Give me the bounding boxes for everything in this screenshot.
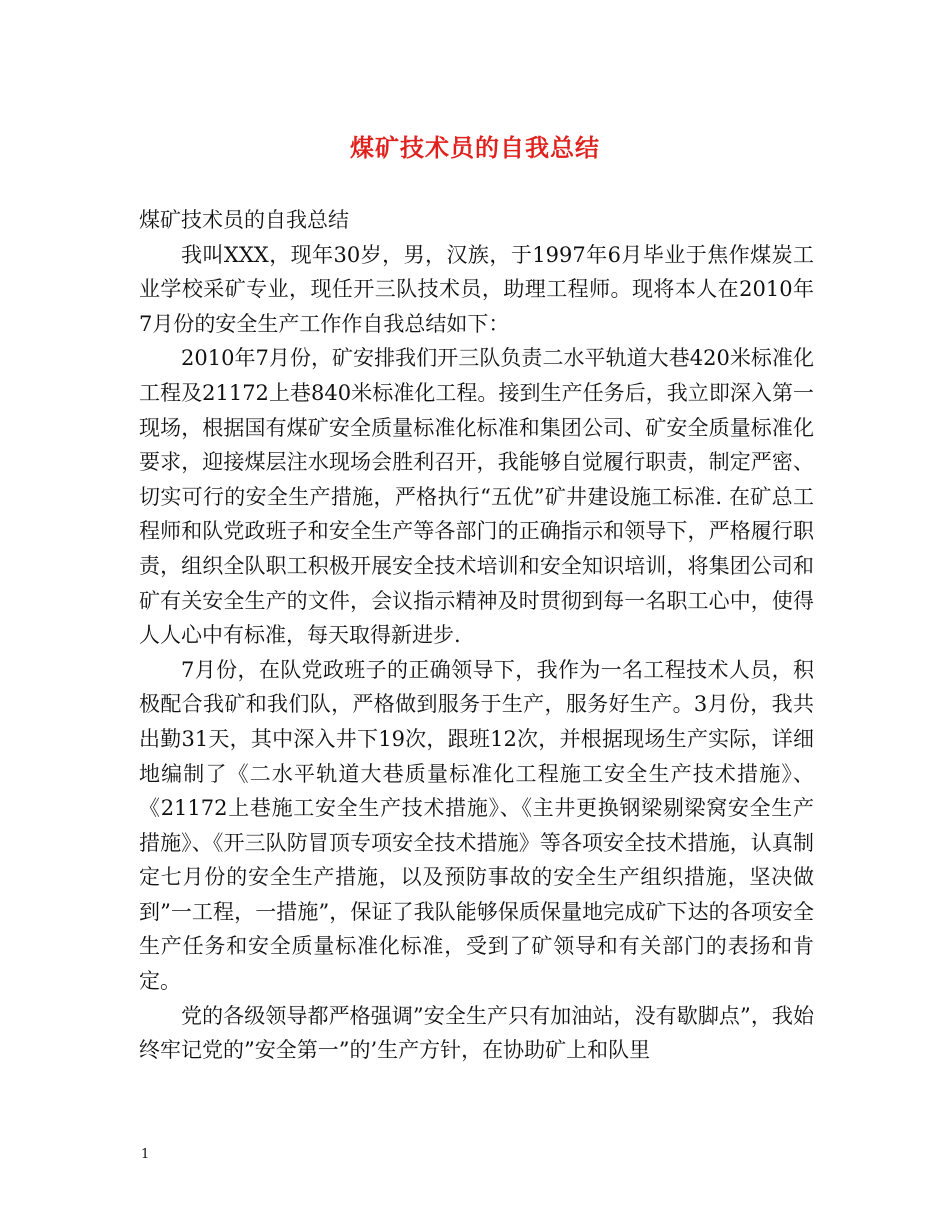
page-number: 1 [141,1147,150,1162]
document-subtitle: 煤矿技术员的自我总结 [139,208,349,232]
paragraph-technical-measures: 7月份，在队党政班子的正确领导下，我作为一名工程技术人员，积极配合我矿和我们队，严格做到服务于生产，服务好生产。3月份，我共出勤31天，其中深入井下19次，跟班12次，并根据现场生产实际，详细地编制了《二水平轨道大巷质量标准化工程施工安全生产技术措施》、《21172上巷施工安全生产技术措施》、《主井更换钢梁剔梁窝安全生产措施》、《开三队防冒顶专项安全技术措施》等各项安全技术措施，认真制定七月份的安全生产措施，以及预防事故的安全生产组织措施，坚决做到”一工程，一措施”，保证了我队能够保质保量地完成矿下达的各项安全生产任务和安全质量标准化标准，受到了矿领导和有关部门的表扬和肯定。 [139,657,814,994]
document-body [139,203,814,1068]
paragraph-intro: 我叫XXX，现年30岁，男，汉族，于1997年6月毕业于焦作煤炭工业学校采矿专业，现任开三队技术员，助理工程师。现将本人在2010年7月份的安全生产工作作自我总结如下： [139,242,814,336]
paragraph-safety-policy: 党的各级领导都严格强调”安全生产只有加油站，没有歇脚点”，我始终牢记党的”安全第一”的’生产方针，在协助矿上和队里 [139,1003,814,1063]
paragraph-july-tasks: 2010年7月份，矿安排我们开三队负责二水平轨道大巷420米标准化工程及21172上巷840米标准化工程。接到生产任务后，我立即深入第一现场，根据国有煤矿安全质量标准化标准和集团公司、矿安全质量标准化要求，迎接煤层注水现场会胜利召开，我能够自觉履行职责，制定严密、切实可行的安全生产措施，严格执行“五优”矿井建设施工标准. 在矿总工程师和队党政班子和安全生产等各部门的正确指示和领导下，严格履行职责，组织全队职工积极开展安全技术培训和安全知识培训，将集团公司和矿有关安全生产的文件，会议指示精神及时贯彻到每一名职工心中，使得人人心中有标准，每天取得新进步. [139,346,814,648]
document-title: 煤矿技术员的自我总结 [350,133,600,162]
